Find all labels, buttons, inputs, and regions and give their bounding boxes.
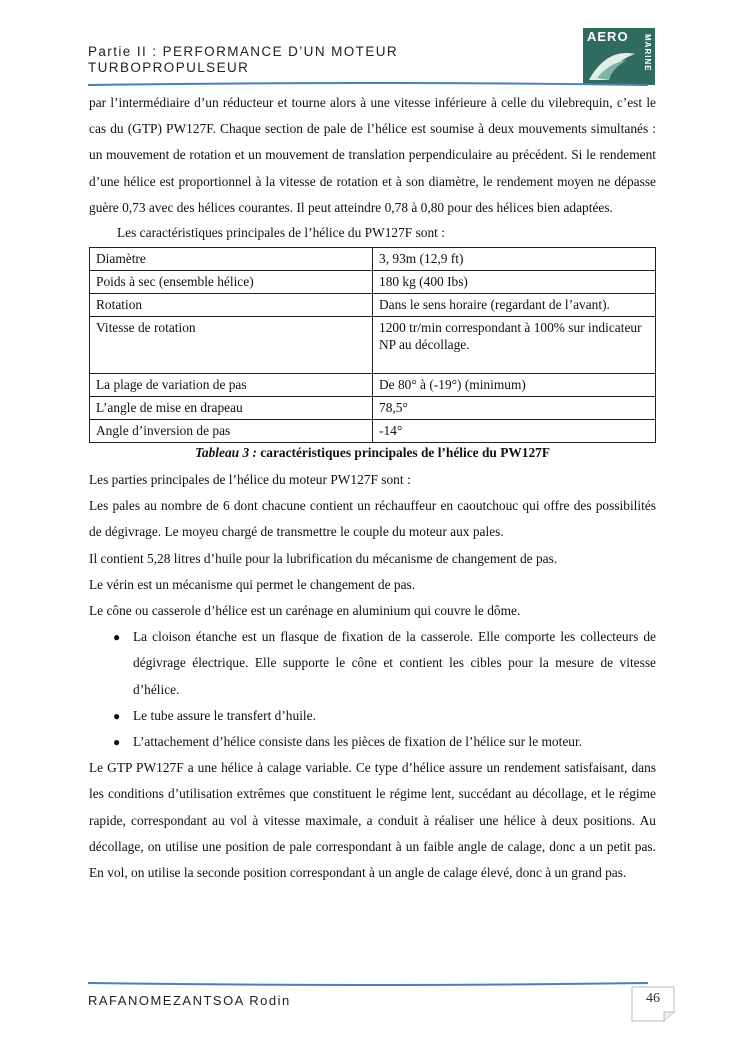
table-cell-value: Dans le sens horaire (regardant de l’avant).: [373, 294, 656, 317]
table-caption-label: Tableau 3 :: [194, 445, 257, 461]
table-row: [90, 420, 656, 443]
table-cell-value: 78,5°: [373, 397, 656, 420]
table-cell-label: Rotation: [90, 294, 373, 317]
table-row: [90, 317, 656, 374]
table-cell-label: L’angle de mise en drapeau: [90, 397, 373, 420]
header-title-line1: Partie II : PERFORMANCE D’UN MOTEUR: [88, 44, 399, 59]
list-item: [113, 703, 656, 729]
table-intro: Les caractéristiques principales de l’hélice du PW127F sont :: [117, 225, 445, 241]
logo-text-marine: MARINE: [643, 34, 652, 72]
paragraph: Le vérin est un mécanisme qui permet le changement de pas.: [89, 576, 416, 592]
bullet-icon: ●: [113, 735, 121, 750]
table-cell-value: -14°: [373, 420, 656, 443]
intro-paragraph: par l’intermédiaire d’un réducteur et tourne alors à une vitesse inférieure à celle du vilebrequin, c’est le cas du (GTP) PW127F. Chaque section de pale de l’hélice est soumise à deux mouvements simultanés : un mouvement de rotation et un mouvement de translation perpendiculaire au précédent. Si le rendement d’une hélice est proportionnel à la vitesse de rotation et à son diamètre, le rendement moyen ne dépasse guère 0,73 avec des hélices courantes. Il peut atteindre 0,78 à 0,80 pour des hélices bien adaptées.: [89, 95, 656, 215]
table-row: [90, 374, 656, 397]
propeller-specs-table: [89, 247, 656, 443]
table-cell-value: 180 kg (400 Ibs): [373, 271, 656, 294]
table-cell-value: 3, 93m (12,9 ft): [373, 248, 656, 271]
footer-rule: [88, 982, 648, 986]
header-title-line2: TURBOPROPULSEUR: [88, 60, 250, 75]
bullet-icon: ●: [113, 708, 121, 723]
table-cell-label: Poids à sec (ensemble hélice): [90, 271, 373, 294]
header-rule: [88, 82, 648, 86]
logo-text-aero: AERO: [587, 29, 629, 44]
footer-author: RAFANOMEZANTSOA Rodin: [88, 993, 291, 1008]
paragraph: Le cône ou casserole d’hélice est un carénage en aluminium qui couvre le dôme.: [89, 603, 521, 619]
table-row: [90, 294, 656, 317]
table-row: [90, 271, 656, 294]
table-row: [90, 397, 656, 420]
table-cell-label: La plage de variation de pas: [90, 374, 373, 397]
paragraph: Les parties principales de l’hélice du moteur PW127F sont :: [89, 472, 411, 488]
table-caption: [89, 443, 656, 463]
closing-paragraph: Le GTP PW127F a une hélice à calage variable. Ce type d’hélice assure un rendement satisfaisant, dans les conditions d’utilisation extrêmes que constituent le régime lent, succédant au décollage, et le régime rapide, correspondant au vol à vitesse maximale, a conduit à réaliser une hélice à deux positions. Au décollage, on utilise une position de pale correspondant à un faible angle de calage, donc a un petit pas. En vol, on utilise la seconde position correspondant à un angle de calage élevé, donc à un grand pas.: [89, 760, 656, 881]
table-row: [90, 248, 656, 271]
header-title: [88, 44, 528, 76]
list-item-text: L’attachement d’hélice consiste dans les pièces de fixation de l’hélice sur le moteur.: [133, 734, 583, 750]
paragraph: Les pales au nombre de 6 dont chacune contient un réchauffeur en caoutchouc qui offre des possibilités de dégivrage. Le moyeu chargé de transmettre le couple du moteur aux pales.: [89, 498, 656, 540]
list-item: [113, 729, 656, 755]
list-item: [113, 624, 656, 703]
table-cell-label: Vitesse de rotation: [90, 317, 373, 374]
list-item-text: Le tube assure le transfert d’huile.: [133, 707, 316, 723]
list-item-text: La cloison étanche est un flasque de fixation de la casserole. Elle comporte les collecteurs de dégivrage électrique. Elle supporte le cône et contient les cibles pour la mesure de vitesse d’hélice.: [133, 629, 656, 697]
parts-bullet-list: [89, 624, 656, 755]
aero-marine-logo: [583, 28, 655, 85]
paragraph: Il contient 5,28 litres d’huile pour la lubrification du mécanisme de changement de pas.: [89, 550, 558, 566]
table-cell-value: De 80° à (-19°) (minimum): [373, 374, 656, 397]
page-number: 46: [646, 991, 660, 1006]
table-cell-label: Angle d’inversion de pas: [90, 420, 373, 443]
table-cell-label: Diamètre: [90, 248, 373, 271]
table-cell-value: 1200 tr/min correspondant à 100% sur indicateur NP au décollage.: [373, 317, 656, 374]
page-body: [89, 90, 656, 886]
bullet-icon: ●: [113, 630, 121, 645]
table-caption-text: caractéristiques principales de l’hélice du PW127F: [256, 445, 551, 461]
